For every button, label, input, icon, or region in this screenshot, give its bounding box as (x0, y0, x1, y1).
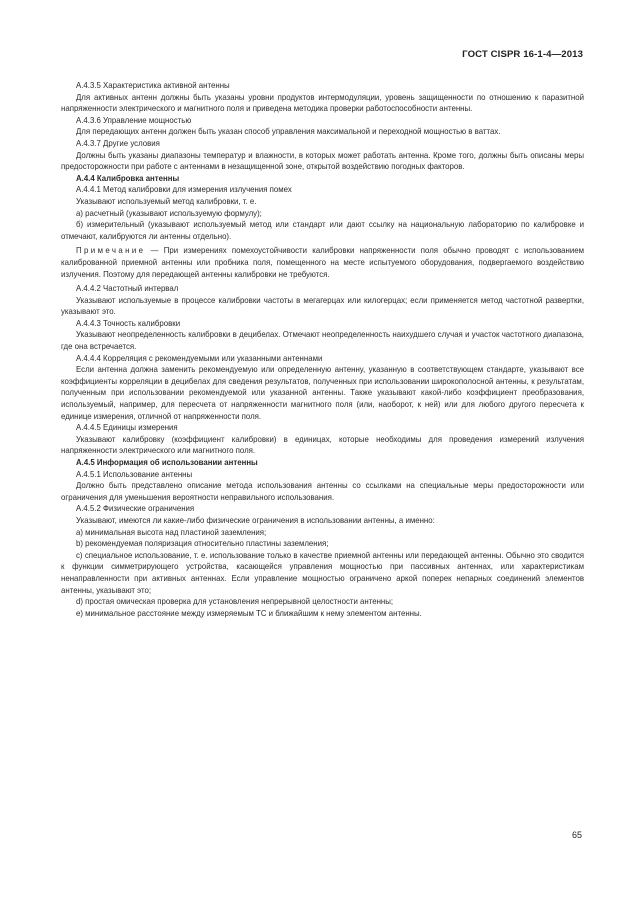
clause-a451-text: Должно быть представлено описание метода использования антенны со ссылками на специальные меры предосторожности или ограничения для уменьшения вероятности неправильного использования. (61, 481, 584, 502)
note-label: Примечание (76, 246, 146, 256)
clause-a437-heading: А.4.3.7 Другие условия (76, 138, 160, 148)
list-item-d: d) простая омическая проверка для установления непрерывной целостности антенны; (76, 597, 394, 607)
clause-a443-heading: А.4.4.3 Точность калибровки (76, 318, 181, 328)
clause-a441-heading: А.4.4.1 Метод калибровки для измерения излучения помех (76, 185, 292, 195)
page-number: 65 (571, 830, 582, 840)
clause-a452-text: Указывают, имеются ли какие-либо физические ограничения в использовании антенны, а именно: (76, 515, 435, 525)
clause-a442-text: Указывают используемые в процессе калибровки частоты в мегагерцах или килогерцах; если применяется метод частотной развертки, указывают это. (61, 295, 584, 317)
document-body (61, 80, 584, 619)
section-a44-heading: А.4.4 Калибровка антенны (76, 173, 180, 183)
list-item-c: с) специальное использование, т. е. использование только в качестве приемной антенны или передающей антенны. Обычно это сводится к функции симметрирующего устройства, касающейся управления мощностью при пассивных антеннах, или характеристикам ненаправленности при активных антеннах. Если управление мощностью ограничено аркой поперек непарных соединений элементов антенны, указывают это; (61, 550, 584, 595)
clause-a436-text: Для передающих антенн должен быть указан способ управления максимальной и переходной мощностью в ваттах. (76, 127, 501, 137)
clause-a445-text: Указывают калибровку (коэффициент калибровки) в единицах, которые необходимы для проведения измерений излучения напряженности электрического или магнитного поля. (61, 434, 584, 456)
document-header: ГОСТ CISPR 16-1-4—2013 (462, 49, 583, 60)
list-item-b: b) рекомендуемая поляризация относительно пластины заземления; (76, 539, 329, 549)
note-text: — При измерениях помехоустойчивости калибровки напряженности поля обычно проводят с использованием калиброванной приемной антенны или пробника поля, помещенного на месте испытуемого оборудования, подвергаемого воздействию излучения. Поэтому для передающей антенны калибровки не требуются. (61, 246, 584, 279)
clause-a442-heading: А.4.4.2 Частотный интервал (76, 284, 179, 294)
clause-a443-text: Указывают неопределенность калибровки в децибелах. Отмечают неопределенность наихудшего случая и участок частотного диапазона, где она встречается. (61, 330, 584, 352)
clause-a444-heading: А.4.4.4 Корреляция с рекомендуемыми или указанными антеннами (76, 353, 323, 363)
clause-a437-text: Должны быть указаны диапазоны температур и влажности, в которых может работать антенна. Кроме того, должны быть описаны меры предосторожности при работе с антеннами в незащищенной зоне, открытой воздействию погодных факторов. (61, 150, 584, 172)
list-item-e: е) минимальное расстояние между измеряемым ТС и ближайшим к нему элементом антенны. (76, 608, 422, 618)
clause-a435-text: Для активных антенн должны быть указаны уровни продуктов интермодуляции, уровень защищенности по отношению к паразитной напряженности электрического и магнитного поля и приведена методика проверки работоспособности антенны. (61, 92, 584, 114)
section-a45-heading: А.4.5 Информация об использовании антенны (76, 458, 258, 467)
clause-a435-heading: А.4.3.5 Характеристика активной антенны (76, 81, 230, 90)
note-paragraph (61, 245, 584, 280)
list-item-b: б) измерительный (указывают используемый метод или стандарт или дают ссылку на национальную лабораторию по калибровке и отмечают, калибруются ли антенны отдельно). (61, 220, 584, 241)
list-item-a: а) минимальная высота над пластиной заземления; (76, 527, 267, 537)
clause-a451-heading: А.4.5.1 Использование антенны (76, 469, 193, 479)
clause-a436-heading: А.4.3.6 Управление мощностью (76, 115, 192, 125)
clause-a452-heading: А.4.5.2 Физические ограничения (76, 504, 195, 514)
clause-a441-text: Указывают используемый метод калибровки, т. е. (76, 196, 257, 206)
clause-a445-heading: А.4.4.5 Единицы измерения (76, 423, 178, 433)
list-item-a: а) расчетный (указывают используемую формулу); (76, 208, 262, 218)
clause-a444-text: Если антенна должна заменить рекомендуемую или определенную антенну, указанную в соответствующем стандарте, указывают все коэффициенты корреляции в децибелах для сведения результатов, полученных при использовании широкополосной антенны, к результатам, полученным при использовании рекомендуемой или указанной антенны. Также указывают какой-либо коэффициент преобразования, используемый, например, для пересчета от напряженности магнитного поля (или, наоборот, к ней) или для любого другого пересчета к единице измерения, отличной от напряженности поля. (61, 365, 584, 421)
